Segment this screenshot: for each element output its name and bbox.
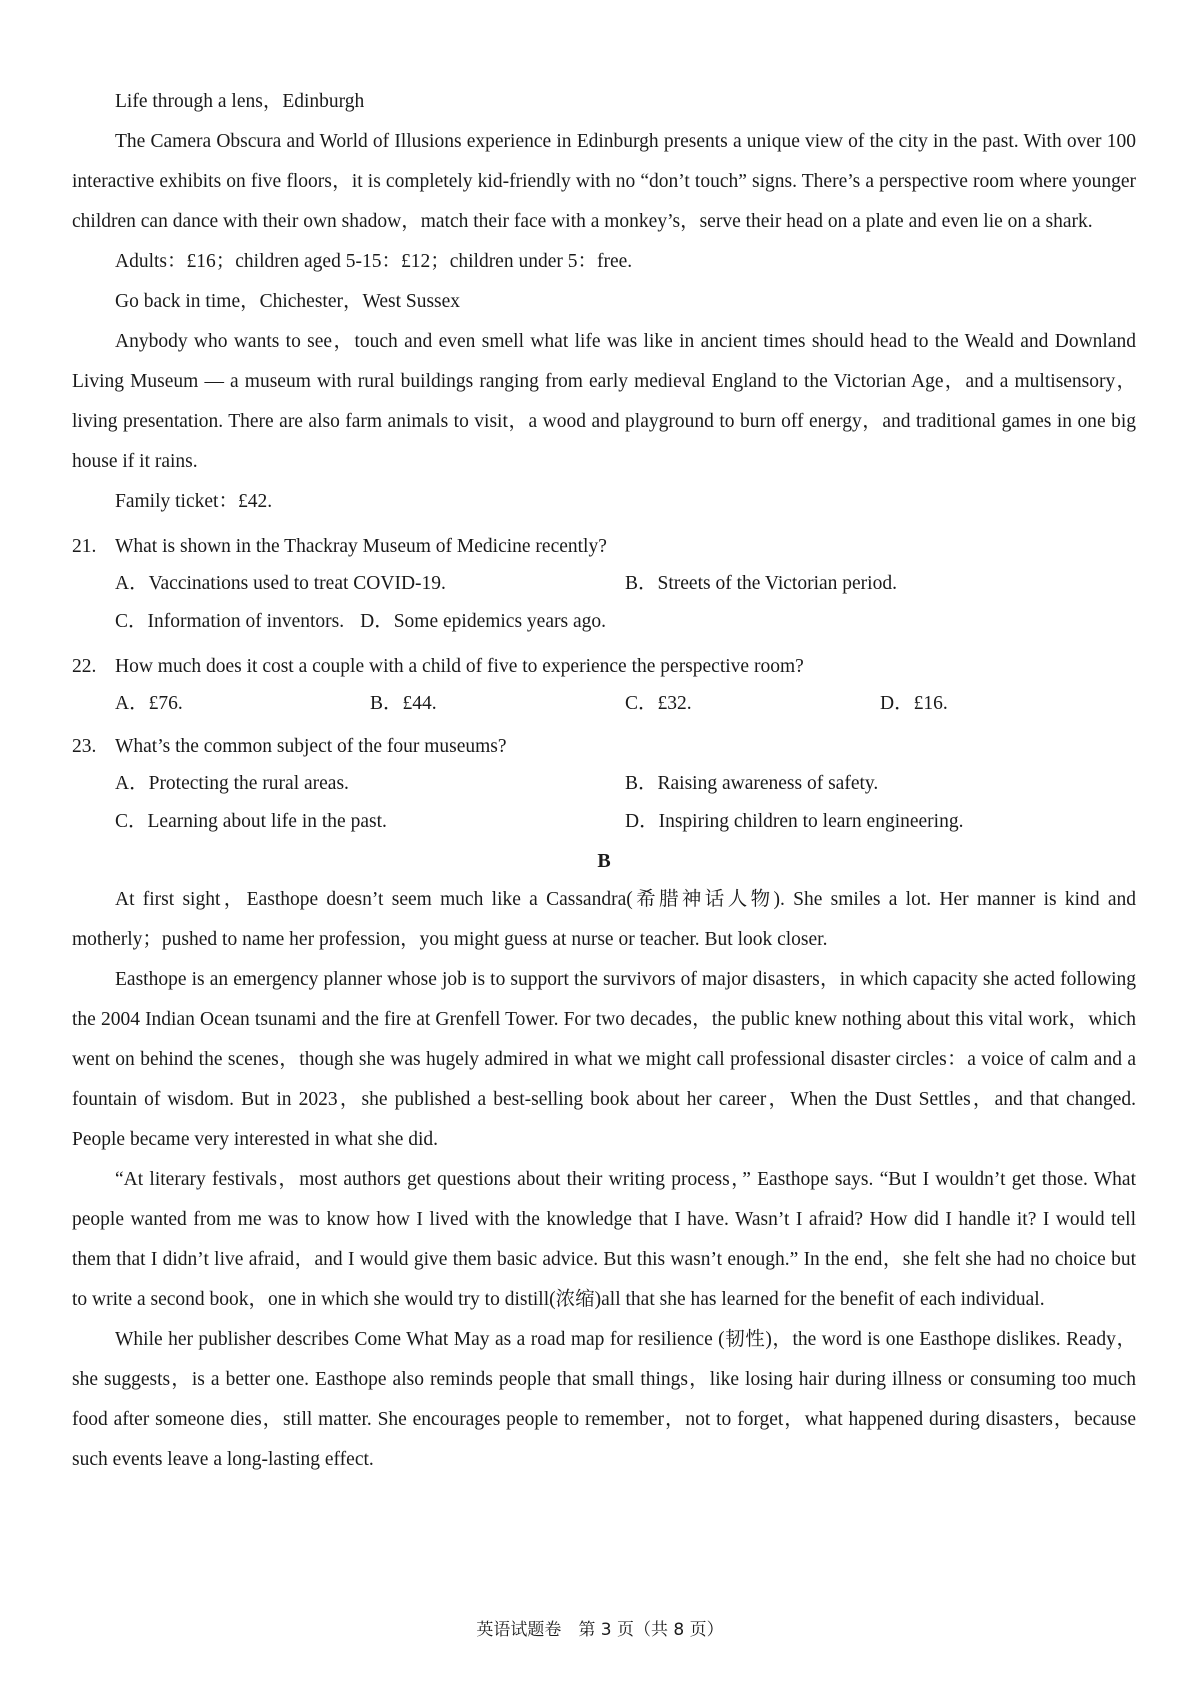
option-key: A． [115,693,149,714]
option-b[interactable] [625,766,1135,802]
question-number: 21. [72,536,97,557]
question-23-options [72,766,1136,842]
option-key: D． [625,811,659,832]
option-a[interactable] [115,766,625,802]
edinburgh-description: The Camera Obscura and World of Illusions experience in Edinburgh presents a unique view of the city in the past. With over 100 interactive exhibits on five floors，it is completely kid-friendly with no “don’t touch” signs. There’s a perspective room where younger children can dance with their own shadow，match their face with a monkey’s，serve their head on a plate and even lie on a shark. [72,131,1136,232]
option-key: C． [625,693,658,714]
option-key: D． [360,611,394,632]
option-text: £32. [657,693,692,714]
question-21 [72,528,1136,566]
passage-b-paragraph-3: “At literary festivals，most authors get questions about their writing process，” Easthope says. “But I wouldn’t get those. What people wanted from me was to know how I lived with the knowledge that I have. Wasn’t I afraid? How did I handle it? I would tell them that I didn’t live afraid，and I would give them basic advice. But this wasn’t enough.” In the end，she felt she had no choice but to write a second book，one in which she would try to distill(浓缩)all that she has learned for the benefit of each individual. [72,1169,1136,1310]
option-text: Some epidemics years ago. [393,611,606,632]
option-text: Learning about life in the past. [147,811,387,832]
option-c[interactable] [115,802,625,842]
page-footer: 英语试题卷 第 3 页（共 8 页） [476,1620,724,1640]
option-b[interactable] [370,686,625,722]
question-number: 23. [72,736,97,757]
edinburgh-title: Life through a lens，Edinburgh [115,91,365,112]
option-c[interactable] [115,602,344,642]
question-21-options [72,566,1136,642]
option-b[interactable] [625,566,1135,602]
page-content [72,82,1136,1480]
chichester-price: Family ticket：£42. [115,491,273,512]
option-text: Streets of the Victorian period. [657,573,897,594]
question-22 [72,648,1136,686]
passage-b-paragraph-2: Easthope is an emergency planner whose job is to support the survivors of major disasters，in which capacity she acted following the 2004 Indian Ocean tsunami and the fire at Grenfell Tower. For two decades，the public knew nothing about this vital work，which went on behind the scenes，though she was hugely admired in what we might call professional disaster circles：a voice of calm and a fountain of wisdom. But in 2023，she published a best-selling book about her career，When the Dust Settles，and that changed. People became very interested in what she did. [72,969,1136,1150]
question-text: What’s the common subject of the four museums? [115,736,507,757]
edinburgh-price: Adults：£16；children aged 5-15：£12；children under 5：free. [115,251,633,272]
chichester-description: Anybody who wants to see，touch and even smell what life was like in ancient times should head to the Weald and Downland Living Museum — a museum with rural buildings ranging from early medieval England to the Victorian Age，and a multisensory，living presentation. There are also farm animals to visit，a wood and playground to burn off energy，and traditional games in one big house if it rains. [72,331,1136,472]
option-key: D． [880,693,914,714]
question-23 [72,728,1136,766]
option-key: A． [115,773,149,794]
question-text: What is shown in the Thackray Museum of Medicine recently? [115,536,607,557]
option-key: B． [370,693,403,714]
option-a[interactable] [115,566,625,602]
option-text: £76. [148,693,183,714]
option-text: Information of inventors. [147,611,345,632]
question-number: 22. [72,656,97,677]
option-text: Vaccinations used to treat COVID-19. [148,573,446,594]
option-d[interactable] [625,802,1135,842]
option-d[interactable] [360,602,606,642]
option-text: Raising awareness of safety. [657,773,879,794]
option-text: £16. [913,693,948,714]
option-key: A． [115,573,149,594]
option-d[interactable] [880,686,1135,722]
option-text: Inspiring children to learn engineering. [658,811,964,832]
option-text: £44. [402,693,437,714]
passage-b-paragraph-1: At first sight，Easthope doesn’t seem much like a Cassandra(希腊神话人物). She smiles a lot. Her manner is kind and motherly；pushed to name her profession，you might guess at nurse or teacher. But look closer. [72,889,1136,950]
passage-b-paragraph-4: While her publisher describes Come What May as a road map for resilience (韧性)，the word is one Easthope dislikes. Ready，she suggests，is a better one. Easthope also reminds people that small things，like losing hair during illness or consuming too much food after someone dies，still matter. She encourages people to remember，not to forget，what happened during disasters，because such events leave a long-lasting effect. [72,1329,1136,1470]
option-key: C． [115,611,148,632]
chichester-title: Go back in time，Chichester，West Sussex [115,291,461,312]
option-a[interactable] [115,686,370,722]
option-c[interactable] [625,686,880,722]
option-text: Protecting the rural areas. [148,773,349,794]
option-key: B． [625,573,658,594]
question-22-options [72,686,1136,722]
option-key: B． [625,773,658,794]
question-text: How much does it cost a couple with a child of five to experience the perspective room? [115,656,804,677]
section-heading: B [597,850,611,872]
option-key: C． [115,811,148,832]
